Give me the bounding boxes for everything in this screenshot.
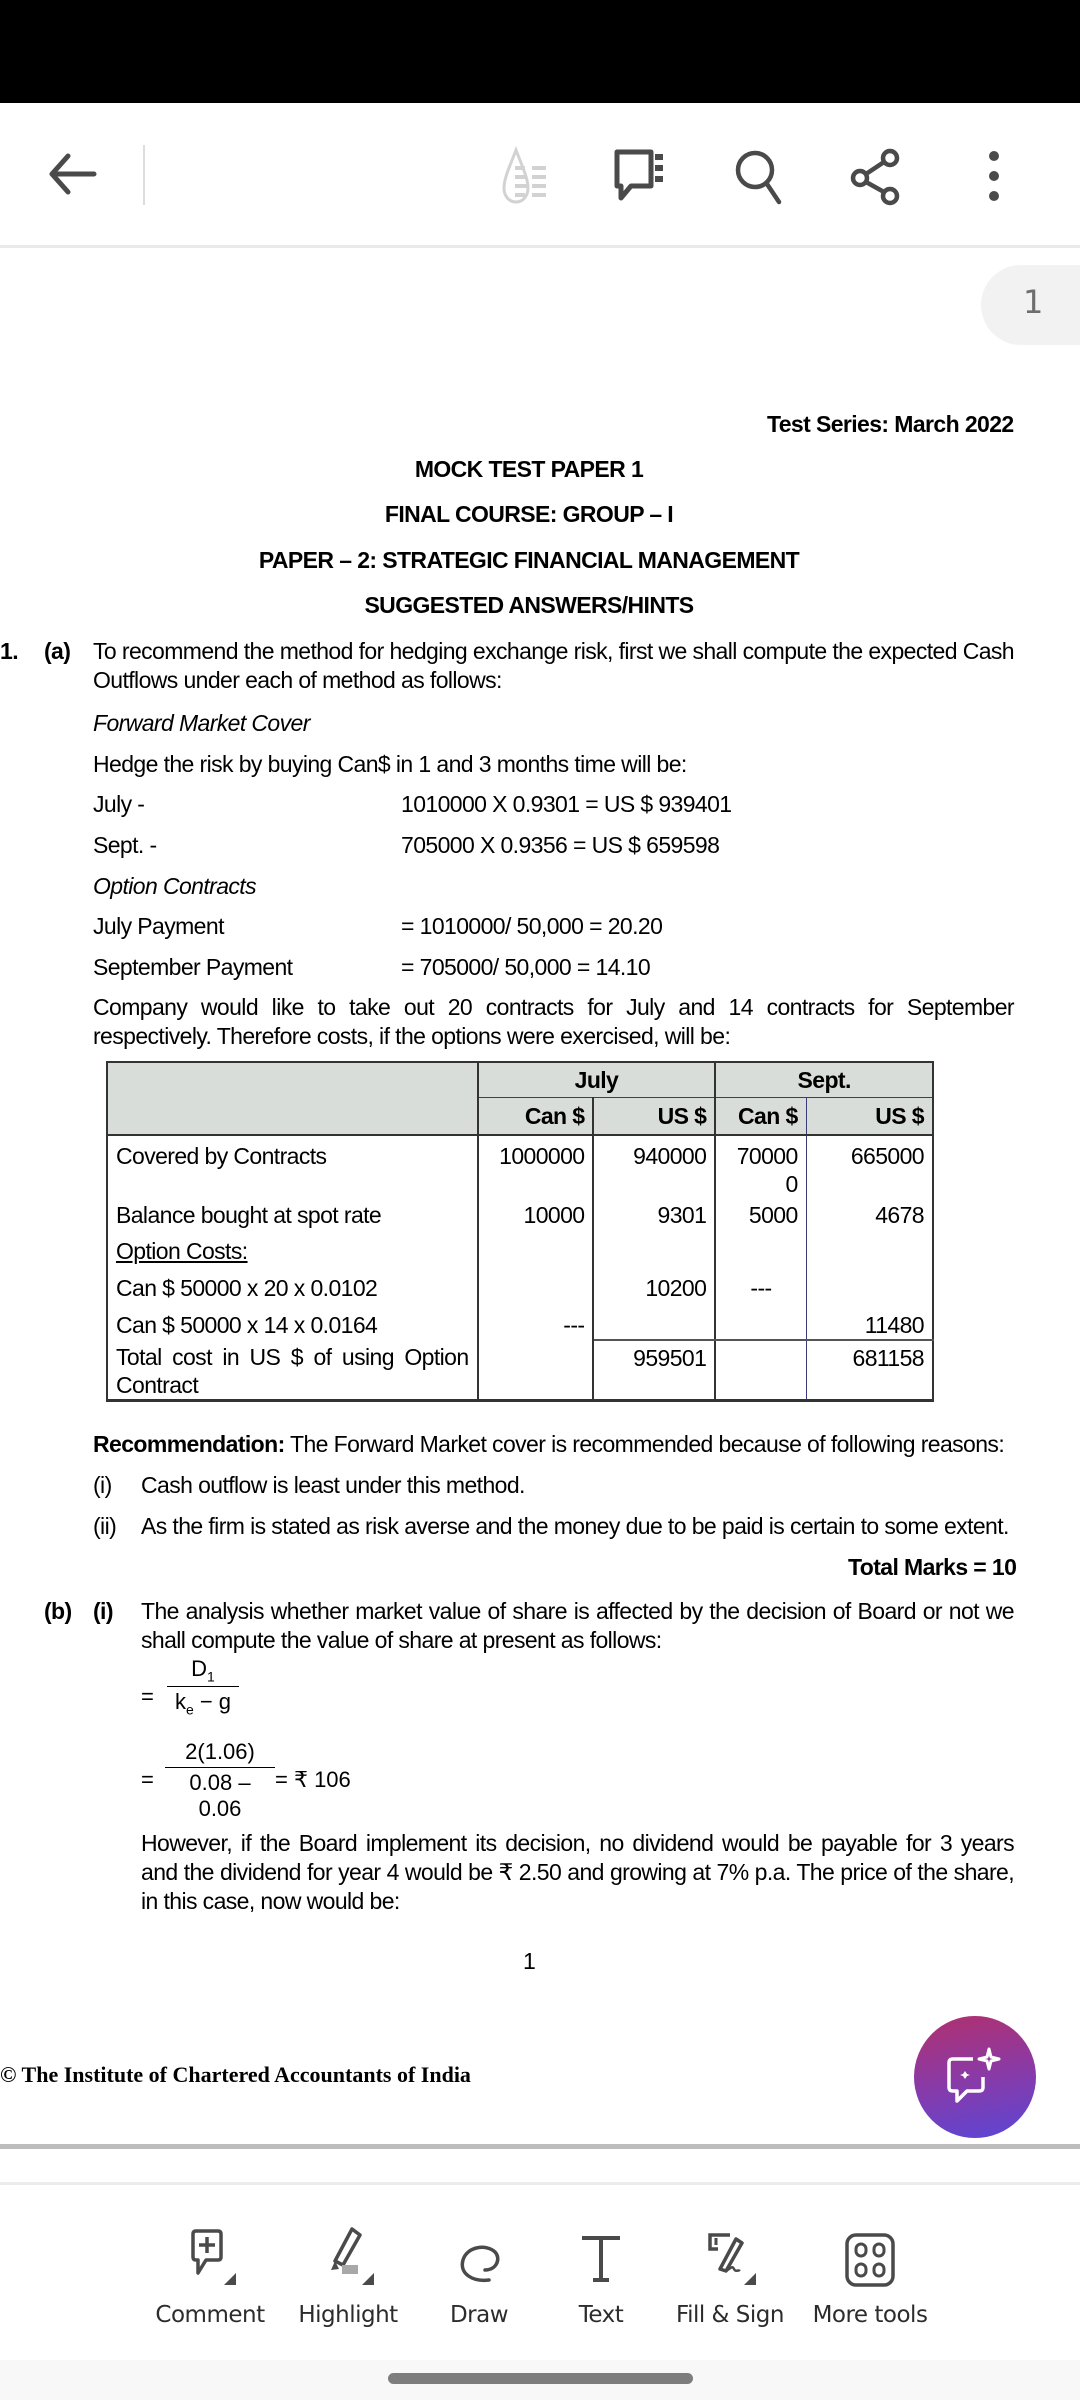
cell-sept-option-cost-us: 11480 bbox=[806, 1303, 933, 1340]
formula-2-numerator: 2(1.06) bbox=[165, 1739, 275, 1768]
forward-market-heading: Forward Market Cover bbox=[93, 710, 310, 736]
tool-fill-sign[interactable] bbox=[665, 2185, 795, 2335]
tool-comment-label: Comment bbox=[155, 2302, 265, 2328]
table-header-july: July bbox=[478, 1062, 716, 1098]
cell-july-option-cost-sept-can: --- bbox=[715, 1266, 806, 1303]
cell-empty bbox=[806, 1229, 933, 1266]
page-number-footer: 1 bbox=[523, 1948, 536, 1974]
formula-2-denominator: 0.08 – 0.06 bbox=[189, 1770, 251, 1821]
comments-list-icon bbox=[611, 146, 671, 206]
comment-add-icon bbox=[172, 2225, 248, 2295]
table-row bbox=[107, 1266, 933, 1303]
cell-sept-option-cost-july-can: --- bbox=[478, 1303, 594, 1340]
cell-empty bbox=[593, 1303, 715, 1340]
formula-1-denominator: $k_e - g$ bbox=[174, 1689, 232, 1718]
row-label-total-cost: Total cost in US $ of using Option Contract bbox=[107, 1340, 478, 1401]
september-payment-label: September Payment bbox=[93, 954, 293, 980]
tool-more-tools-label: More tools bbox=[812, 2302, 928, 2328]
tool-more-tools[interactable] bbox=[805, 2185, 935, 2335]
table-subheader-july-can: Can $ bbox=[478, 1098, 594, 1136]
cell-empty bbox=[593, 1229, 715, 1266]
arrow-left-icon bbox=[46, 152, 98, 196]
test-series-label: Test Series: March 2022 bbox=[767, 411, 1014, 437]
search-button[interactable] bbox=[723, 140, 795, 212]
formula-1-numerator: $D_1$ bbox=[167, 1656, 239, 1687]
page-indicator-number: 1 bbox=[1023, 283, 1044, 321]
ai-assistant-button[interactable] bbox=[914, 2016, 1036, 2138]
company-contracts-text: Company would like to take out 20 contracts for July and 14 contracts for September respectively. Therefore costs, if the options were exercised, will be: bbox=[93, 994, 1014, 1049]
part-b-intro: The analysis whether market value of share is affected by the decision of Board or not we shall compute the value of share at present as follows: bbox=[141, 1598, 1014, 1653]
reason-1-text: Cash outflow is least under this method. bbox=[141, 1472, 525, 1498]
cell-balance-sept-us: 4678 bbox=[806, 1201, 933, 1229]
table-row bbox=[107, 1201, 933, 1229]
text-icon bbox=[576, 2230, 626, 2290]
table-row bbox=[107, 1340, 933, 1401]
cell-empty bbox=[478, 1340, 594, 1401]
page-separator bbox=[0, 2144, 1080, 2149]
hedge-text: Hedge the risk by buying Can$ in 1 and 3 months time will be: bbox=[93, 751, 687, 777]
formula-1-fraction bbox=[167, 1656, 239, 1718]
cell-empty bbox=[806, 1266, 933, 1303]
part-a-intro: To recommend the method for hedging exchange risk, first we shall compute the expected Cash Outflows under each of method as follows: bbox=[93, 638, 1014, 693]
bottom-toolbar bbox=[0, 2185, 1080, 2360]
cell-covered-july-us: 940000 bbox=[593, 1135, 715, 1201]
tool-draw[interactable] bbox=[414, 2185, 544, 2335]
cell-empty bbox=[715, 1340, 806, 1401]
cell-empty bbox=[715, 1229, 806, 1266]
table-subheader-sept-can: Can $ bbox=[715, 1098, 806, 1136]
cell-empty bbox=[478, 1266, 594, 1303]
forward-row-sept-label: Sept. - bbox=[93, 832, 157, 858]
tool-highlight[interactable] bbox=[283, 2185, 413, 2335]
row-label-july-option-cost: Can $ 50000 x 20 x 0.0102 bbox=[107, 1266, 478, 1303]
row-label-balance: Balance bought at spot rate bbox=[107, 1201, 478, 1229]
highlighter-icon bbox=[308, 2225, 388, 2295]
reason-2-text: As the firm is stated as risk averse and the money due to be paid is certain to some extent. bbox=[141, 1513, 1009, 1539]
table-subheader-sept-us: US $ bbox=[806, 1098, 933, 1136]
part-b-label: (b) bbox=[44, 1598, 72, 1624]
doc-title-line-1: MOCK TEST PAPER 1 bbox=[414, 456, 644, 482]
option-contracts-heading: Option Contracts bbox=[93, 873, 256, 899]
fill-sign-icon bbox=[690, 2225, 770, 2295]
table-row bbox=[107, 1229, 933, 1266]
search-icon bbox=[731, 146, 787, 206]
option-cost-table bbox=[106, 1061, 934, 1402]
cell-empty bbox=[478, 1229, 594, 1266]
part-a-label: (a) bbox=[44, 638, 71, 664]
cell-balance-july-us: 9301 bbox=[593, 1201, 715, 1229]
tool-text-label: Text bbox=[578, 2302, 624, 2328]
status-bar bbox=[0, 0, 1080, 103]
tool-text[interactable] bbox=[536, 2185, 666, 2335]
more-vertical-icon bbox=[984, 148, 1004, 204]
table-subheader-july-us: US $ bbox=[593, 1098, 715, 1136]
copyright-footer: © The Institute of Chartered Accountants of India bbox=[0, 2062, 471, 2087]
july-payment-calc: = 1010000/ 50,000 = 20.20 bbox=[401, 913, 663, 939]
formula-1-eq: = bbox=[141, 1684, 154, 1709]
cell-balance-sept-can: 5000 bbox=[715, 1201, 806, 1229]
tool-fill-sign-label: Fill & Sign bbox=[676, 2302, 784, 2328]
row-label-sept-option-cost: Can $ 50000 x 14 x 0.0164 bbox=[107, 1303, 478, 1340]
row-label-covered: Covered by Contracts bbox=[107, 1135, 478, 1201]
part-b-sub-label: (i) bbox=[93, 1598, 113, 1624]
toolbar-divider bbox=[143, 145, 145, 205]
tool-draw-label: Draw bbox=[449, 2302, 509, 2328]
reason-1-number: (i) bbox=[93, 1472, 112, 1498]
reason-2-number: (ii) bbox=[93, 1513, 117, 1539]
cell-total-july-us: 959501 bbox=[593, 1340, 715, 1401]
more-options-button[interactable] bbox=[962, 140, 1026, 212]
formula-2-fraction bbox=[165, 1739, 275, 1822]
pdf-page bbox=[0, 248, 1080, 2148]
liquid-mode-button[interactable] bbox=[490, 140, 562, 212]
forward-row-july-label: July - bbox=[93, 791, 145, 817]
formula-2-result: = ₹ 106 bbox=[275, 1767, 351, 1792]
home-gesture-handle[interactable] bbox=[388, 2373, 693, 2384]
back-button[interactable] bbox=[38, 140, 106, 208]
more-tools-grid-icon bbox=[842, 2230, 898, 2290]
cell-july-option-cost-us: 10200 bbox=[593, 1266, 715, 1303]
recommendation: Recommendation: The Forward Market cover is recommended because of following reasons: bbox=[93, 1431, 1005, 1457]
cell-empty bbox=[715, 1303, 806, 1340]
cell-covered-sept-us: 665000 bbox=[806, 1135, 933, 1201]
cell-covered-july-can: 1000000 bbox=[478, 1135, 594, 1201]
tool-highlight-label: Highlight bbox=[298, 2302, 398, 2328]
share-button[interactable] bbox=[840, 140, 912, 212]
table-header-sept: Sept. bbox=[715, 1062, 933, 1098]
cell-balance-july-can: 10000 bbox=[478, 1201, 594, 1229]
table-header-blank bbox=[107, 1062, 478, 1135]
cell-total-sept-us: 681158 bbox=[806, 1340, 933, 1401]
table-row bbox=[107, 1135, 933, 1201]
september-payment-calc: = 705000/ 50,000 = 14.10 bbox=[401, 954, 651, 980]
share-icon bbox=[846, 146, 906, 206]
formula-2-eq: = bbox=[141, 1767, 154, 1792]
draw-icon bbox=[449, 2230, 509, 2290]
cell-covered-sept-can: 70000 0 bbox=[715, 1135, 806, 1201]
row-label-option-costs: Option Costs: bbox=[107, 1229, 478, 1266]
forward-row-july-calc: 1010000 X 0.9301 = US $ 939401 bbox=[401, 791, 732, 817]
doc-title-line-3: PAPER – 2: STRATEGIC FINANCIAL MANAGEMENT bbox=[258, 547, 800, 573]
table-row bbox=[107, 1303, 933, 1340]
ai-chat-sparkle-icon bbox=[943, 2045, 1007, 2109]
july-payment-label: July Payment bbox=[93, 913, 224, 939]
doc-title-line-2: FINAL COURSE: GROUP – I bbox=[384, 501, 674, 527]
tool-comment[interactable] bbox=[145, 2185, 275, 2335]
comments-list-button[interactable] bbox=[605, 140, 677, 212]
liquid-mode-icon bbox=[496, 146, 556, 206]
doc-title-line-4: SUGGESTED ANSWERS/HINTS bbox=[364, 592, 694, 618]
system-nav-bar bbox=[0, 2360, 1080, 2400]
forward-row-sept-calc: 705000 X 0.9356 = US $ 659598 bbox=[401, 832, 720, 858]
question-number: 1. bbox=[0, 638, 18, 664]
table-header-row-1 bbox=[107, 1062, 933, 1098]
total-marks: Total Marks = 10 bbox=[848, 1554, 1017, 1580]
however-text: However, if the Board implement its decision, no dividend would be payable for 3 years and the dividend for year 4 would be ₹ 2.50 and growing at 7% p.a. The price of the share, in this case, now would be: bbox=[141, 1830, 1014, 1914]
